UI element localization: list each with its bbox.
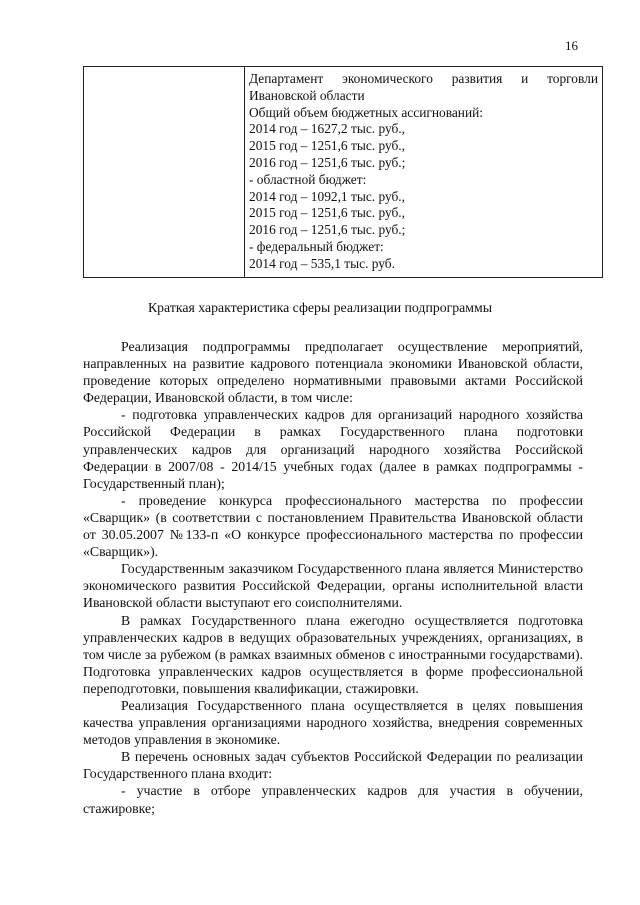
executor-line-2: Ивановской области bbox=[249, 87, 365, 103]
paragraph: В рамках Государственного плана ежегодно осуществляется подготовка управленческих кадров в ведущих образовательных учреждениях, организациях, в том числе за рубежом (в рамках взаимных обменов с иностранными государствами). Подготовка управленческих кадров осуществляется в форме профессиональной переподготовки, повышения квалификации, стажировки. bbox=[83, 612, 583, 696]
table-value-cell bbox=[245, 67, 603, 278]
total-2015: 2015 год – 1251,6 тыс. руб., bbox=[249, 138, 406, 154]
subprogram-info-table bbox=[83, 66, 603, 278]
regional-2016: 2016 год – 1251,6 тыс. руб.; bbox=[249, 222, 406, 238]
section-title: Краткая характеристика сферы реализации подпрограммы bbox=[147, 300, 493, 315]
paragraph: Реализация Государственного плана осуществляется в целях повышения качества управления организациями народного хозяйства, внедрения современных методов управления в экономике. bbox=[83, 697, 583, 748]
paragraph: - проведение конкурса профессионального мастерства по профессии «Сварщик» (в соответствии с постановлением Правительства Ивановской области от 30.05.2007 №133-п «О конкурсе профессионального мастерства по профессии «Сварщик»). bbox=[83, 492, 583, 560]
paragraph: - подготовка управленческих кадров для организаций народного хозяйства Российской Федерации в рамках Государственного плана подготовки управленческих кадров для организаций народного хозяйства Российской Федерации в 2007/08 - 2014/15 учебных годах (далее в рамках подпрограммы - Государственный план); bbox=[83, 407, 583, 491]
executor-line-1: Департамент экономического развития и торговли bbox=[249, 71, 598, 86]
body-text bbox=[83, 338, 583, 817]
paragraph: - участие в отборе управленческих кадров для участия в обучении, стажировке; bbox=[83, 783, 583, 816]
total-2014: 2014 год – 1627,2 тыс. руб., bbox=[249, 121, 406, 137]
regional-2015: 2015 год – 1251,6 тыс. руб., bbox=[249, 205, 406, 221]
table-row bbox=[84, 67, 603, 278]
total-budget-label: Общий объем бюджетных ассигнований: bbox=[249, 104, 484, 120]
federal-2014: 2014 год – 535,1 тыс. руб. bbox=[249, 255, 395, 271]
total-2016: 2016 год – 1251,6 тыс. руб.; bbox=[249, 154, 406, 170]
paragraph: Реализация подпрограммы предполагает осуществление мероприятий, направленных на развитие кадрового потенциала экономики Ивановской области, проведение которых определено нормативными правовыми актами Российской Федерации, Ивановской области, в том числе: bbox=[83, 339, 583, 406]
regional-budget-label: - областной бюджет: bbox=[249, 171, 367, 187]
federal-budget-label: - федеральный бюджет: bbox=[249, 238, 384, 254]
regional-2014: 2014 год – 1092,1 тыс. руб., bbox=[249, 188, 406, 204]
paragraph: В перечень основных задач субъектов Российской Федерации по реализации Государственного плана входит: bbox=[83, 749, 583, 782]
table-label-cell bbox=[84, 67, 245, 278]
page-number: 16 bbox=[565, 38, 578, 53]
paragraph: Государственным заказчиком Государственного плана является Министерство экономического развития Российской Федерации, органы исполнительной власти Ивановской области выступают его соисполнителями. bbox=[83, 561, 583, 611]
